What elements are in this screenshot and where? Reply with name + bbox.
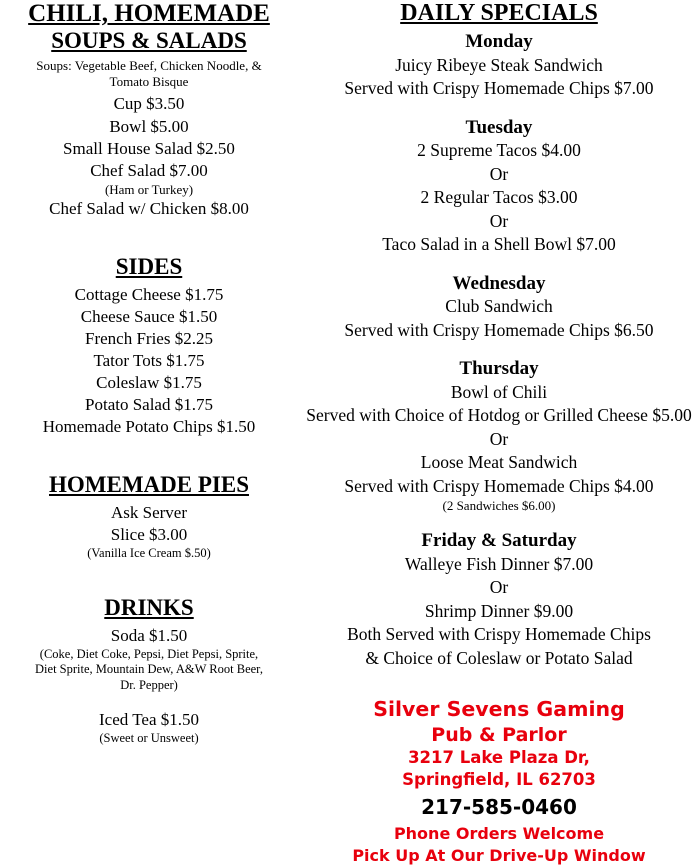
section-pies: [4, 472, 294, 561]
special-line: Or: [489, 428, 509, 449]
spacer: [306, 342, 692, 358]
business-contact-block: [306, 696, 692, 866]
pies-heading: HOMEMADE PIES: [49, 472, 249, 498]
menu-item: Potato Salad $1.75: [85, 395, 213, 415]
drinks-heading: DRINKS: [104, 595, 194, 621]
spacer: [4, 561, 294, 595]
special-line: Juicy Ribeye Steak Sandwich: [395, 54, 603, 75]
special-thursday: [306, 358, 692, 514]
spacer: [4, 693, 294, 709]
special-line: 2 Regular Tacos $3.00: [420, 187, 578, 208]
phone-orders-note: Phone Orders Welcome: [393, 823, 605, 843]
special-line: Walleye Fish Dinner $7.00: [404, 553, 594, 574]
menu-item: Cottage Cheese $1.75: [74, 284, 224, 304]
menu-item: French Fries $2.25: [85, 328, 213, 348]
menu-item: Cup $3.50: [113, 94, 185, 114]
section-soups-salads: [4, 0, 294, 220]
drive-up-note: Pick Up At Our Drive-Up Window: [352, 845, 646, 865]
soups-note-line2: Tomato Bisque: [109, 73, 189, 89]
menu-item: Chef Salad w/ Chicken $8.00: [49, 198, 249, 218]
day-name: Wednesday: [452, 272, 546, 294]
special-line: Both Served with Crispy Homemade Chips: [347, 624, 651, 645]
thursday-note: (2 Sandwiches $6.00): [442, 498, 556, 514]
menu-item: Cheese Sauce $1.50: [80, 306, 218, 326]
special-line: Served with Choice of Hotdog or Grilled Cheese $5.00: [306, 405, 692, 426]
special-line: Or: [489, 577, 509, 598]
spacer: [4, 438, 294, 472]
chef-salad-note: (Ham or Turkey): [104, 181, 194, 197]
special-line: Or: [489, 163, 509, 184]
menu-item: Slice $3.00: [110, 525, 188, 545]
menu-item: Small House Salad $2.50: [63, 138, 235, 158]
special-monday: [306, 31, 692, 101]
special-line: Or: [489, 210, 509, 231]
soda-note-line1: (Coke, Diet Coke, Pepsi, Diet Pepsi, Sprite,: [39, 647, 259, 662]
phone-number[interactable]: 217-585-0460: [421, 794, 577, 819]
spacer: [306, 514, 692, 530]
special-line: Loose Meat Sandwich: [420, 452, 578, 473]
spacer: [306, 257, 692, 273]
special-tuesday: [306, 117, 692, 257]
menu-item: Iced Tea $1.50: [99, 709, 199, 729]
business-name-line2: Pub & Parlor: [431, 723, 567, 746]
special-line: Bowl of Chili: [450, 382, 548, 402]
menu-item: Ask Server: [110, 502, 187, 522]
address-line2: Springfield, IL 62703: [402, 770, 596, 790]
soups-salads-heading-line1: CHILI, HOMEMADE: [28, 0, 270, 27]
special-line: 2 Supreme Tacos $4.00: [417, 140, 581, 161]
special-line: Served with Crispy Homemade Chips $4.00: [344, 475, 654, 496]
special-wednesday: [306, 273, 692, 343]
special-line: Club Sandwich: [445, 296, 553, 317]
left-column: [0, 0, 300, 811]
spacer: [306, 101, 692, 117]
menu-item: Soda $1.50: [110, 626, 188, 646]
daily-specials-heading: DAILY SPECIALS: [400, 0, 598, 26]
sides-heading: SIDES: [115, 253, 183, 279]
soups-note-line1: Soups: Vegetable Beef, Chicken Noodle, &: [36, 57, 262, 73]
special-line: Taco Salad in a Shell Bowl $7.00: [382, 234, 616, 255]
special-friday-saturday: [306, 530, 692, 670]
section-drinks: [4, 595, 294, 746]
special-line: & Choice of Coleslaw or Potato Salad: [365, 647, 633, 668]
address-line1: 3217 Lake Plaza Dr,: [408, 748, 590, 768]
menu-item: Tator Tots $1.75: [93, 350, 205, 370]
section-sides: [4, 254, 294, 438]
tea-note: (Sweet or Unsweet): [99, 731, 199, 746]
day-name: Tuesday: [465, 116, 533, 138]
menu-item: Chef Salad $7.00: [90, 160, 208, 180]
soda-note-line2: Diet Sprite, Mountain Dew, A&W Root Beer,: [35, 662, 263, 677]
spacer: [306, 670, 692, 696]
special-line: Served with Crispy Homemade Chips $6.50: [344, 319, 654, 340]
day-name: Thursday: [459, 358, 539, 380]
menu-item: Homemade Potato Chips $1.50: [42, 417, 256, 437]
soups-salads-heading-line2: SOUPS & SALADS: [51, 28, 247, 53]
menu-item: Bowl $5.00: [109, 116, 189, 136]
right-column: [300, 0, 698, 865]
special-line: Shrimp Dinner $9.00: [424, 600, 574, 621]
day-name: Friday & Saturday: [421, 530, 577, 552]
day-name: Monday: [465, 30, 533, 52]
menu-item: Coleslaw $1.75: [96, 372, 202, 392]
pies-note: (Vanilla Ice Cream $.50): [87, 546, 211, 561]
spacer: [4, 220, 294, 254]
business-name-line1: Silver Sevens Gaming: [373, 697, 625, 722]
soda-note-line3: Dr. Pepper): [120, 677, 178, 692]
special-line: Served with Crispy Homemade Chips $7.00: [344, 78, 654, 99]
